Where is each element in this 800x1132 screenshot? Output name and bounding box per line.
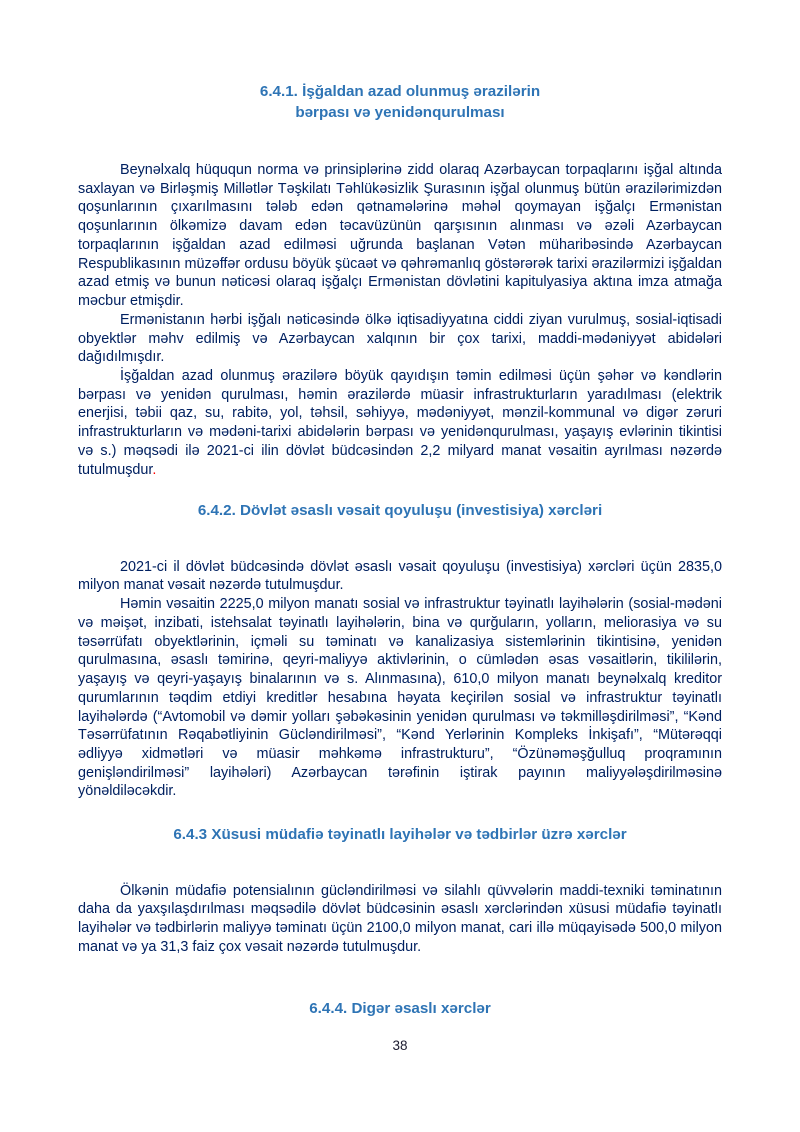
section-heading-6-4-3: 6.4.3 Xüsusi müdafiə təyinatlı layihələr və tədbirlər üzrə xərclər bbox=[173, 826, 627, 844]
section-heading-6-4-4: 6.4.4. Digər əsaslı xərclər bbox=[309, 999, 491, 1017]
paragraph: Ermənistanın hərbi işğalı nəticəsində ölkə iqtisadiyyatına ciddi ziyan vurulmuş, sosial-iqtisadi obyektlər məhv edilmiş və Azərbaycan xalqının bir çox tarixi, maddi-mədəniyyət abidələri dağıdılmışdır. bbox=[78, 311, 722, 366]
red-period: . bbox=[152, 461, 157, 478]
paragraph: Həmin vəsaitin 2225,0 milyon manatı sosial və infrastruktur təyinatlı layihələrin (sosial-mədəni və məişət, inzibati, istehsalat təyinatlı layihələrin, bina və qurğuların, yolların, meliorasiya və su təsərrüfatı obyektlərinin, içməli su təminatı və kanalizasiya sistemlərinin tikintisinə, yenidən qurulmasına, əsaslı təmirinə, qeyri-maliyyə aktivlərinin, o cümlədən əsas vəsaitlərin, tikililərin, yaşayış və qeyri-yaşayış binalarının və s. Alınmasına), 610,0 milyon manatı beynəlxalq kreditor qurumlarının təqdim etdiyi kreditlər hesabına həyata keçirilən sosial və infrastruktur təyinatlı layihələrdə (“Avtomobil və dəmir yolları şəbəkəsinin yenidən qurulması və təkmilləşdirilməsi”, “Kənd Təsərrüfatının Rəqabətliyinin Gücləndirilməsi”, “Kənd Yerlərinin Kompleks İnkişafı”, “Mütərəqqi ədliyyə xidmətləri və müasir məhkəmə infrastrukturu”, “Özünəməşğulluq proqramının genişləndirilməsi” layihələri) Azərbaycan tərəfinin iştirak payının maliyyələşdirilməsinə yönəldiləcəkdir. bbox=[78, 596, 722, 800]
heading-line: 6.4.1. İşğaldan azad olunmuş ərazilərin bbox=[259, 83, 541, 100]
section-heading-6-4-2: 6.4.2. Dövlət əsaslı vəsait qoyuluşu (investisiya) xərcləri bbox=[197, 502, 603, 520]
section-heading-6-4-1 bbox=[78, 82, 722, 123]
paragraph: Beynəlxalq hüququn norma və prinsiplərinə zidd olaraq Azərbaycan torpaqlarını işğal altında saxlayan və Birləşmiş Millətlər Təşkilatı Təhlükəsizlik Şurasının işğal olunmuş bütün ərazilərimizdən qoşunlarının çıxarılmasını tələb edən qətnamələrinə məhəl qoymayan işğalçı Ermənistan qoşunlarının ölkəmizə davam edən təcavüzünün qarşısının alınması və əzəli Azərbaycan torpaqlarının işğaldan azad edilməsi uğrunda başlanan Vətən müharibəsində Azərbaycan Respublikasının müzəffər ordusu böyük şücaət və qəhrəmanlıq göstərərək tarixi ərazilərmizi işğaldan azad etmiş və bunun nəticəsi olaraq işğalçı Ermənistan dövlətini kapitulyasiya aktına imza atmağa məcbur etmişdir. bbox=[78, 162, 722, 310]
paragraph: Ölkənin müdafiə potensialının gücləndirilməsi və silahlı qüvvələrin maddi-texniki təminatının daha da yaxşılaşdırılması məqsədilə dövlət büdcəsinin əsaslı xərclərindən xüsusi müdafiə təyinatlı layihələr və tədbirlərin maliyyə təminatı üçün 2100,0 milyon manat, cari illə müqayisədə 500,0 milyon manat və ya 31,3 faiz çox vəsait nəzərdə tutulmuşdur. bbox=[78, 882, 722, 955]
heading-line: bərpası və yenidənqurulması bbox=[295, 103, 505, 121]
page-number: 38 bbox=[392, 1038, 408, 1053]
paragraph: 2021-ci il dövlət büdcəsində dövlət əsaslı vəsait qoyuluşu (investisiya) xərcləri üçün 2835,0 milyon manat vəsait nəzərdə tutulmuşdur. bbox=[78, 558, 722, 594]
paragraph bbox=[78, 367, 722, 479]
paragraph-text: İşğaldan azad olunmuş ərazilərə böyük qayıdışın təmin edilməsi üçün şəhər və kəndlərin bərpası və yenidən qurulması, həmin ərazilərdə müasir infrastrukturların yaradılması (elektrik enerjisi, təbii qaz, su, rabitə, yol, təhsil, səhiyyə, mədəniyyət, mənzil-kommunal və digər zəruri infrastrukturların və mədəni-tarixi abidələrin bərpası və yenidənqurulması, yaşayış evlərinin tikintisi və s.) məqsədi ilə 2021-ci ilin dövlət büdcəsindən 2,2 milyard manat vəsaitin ayrılması nəzərdə tutulmuşdur bbox=[78, 367, 722, 478]
